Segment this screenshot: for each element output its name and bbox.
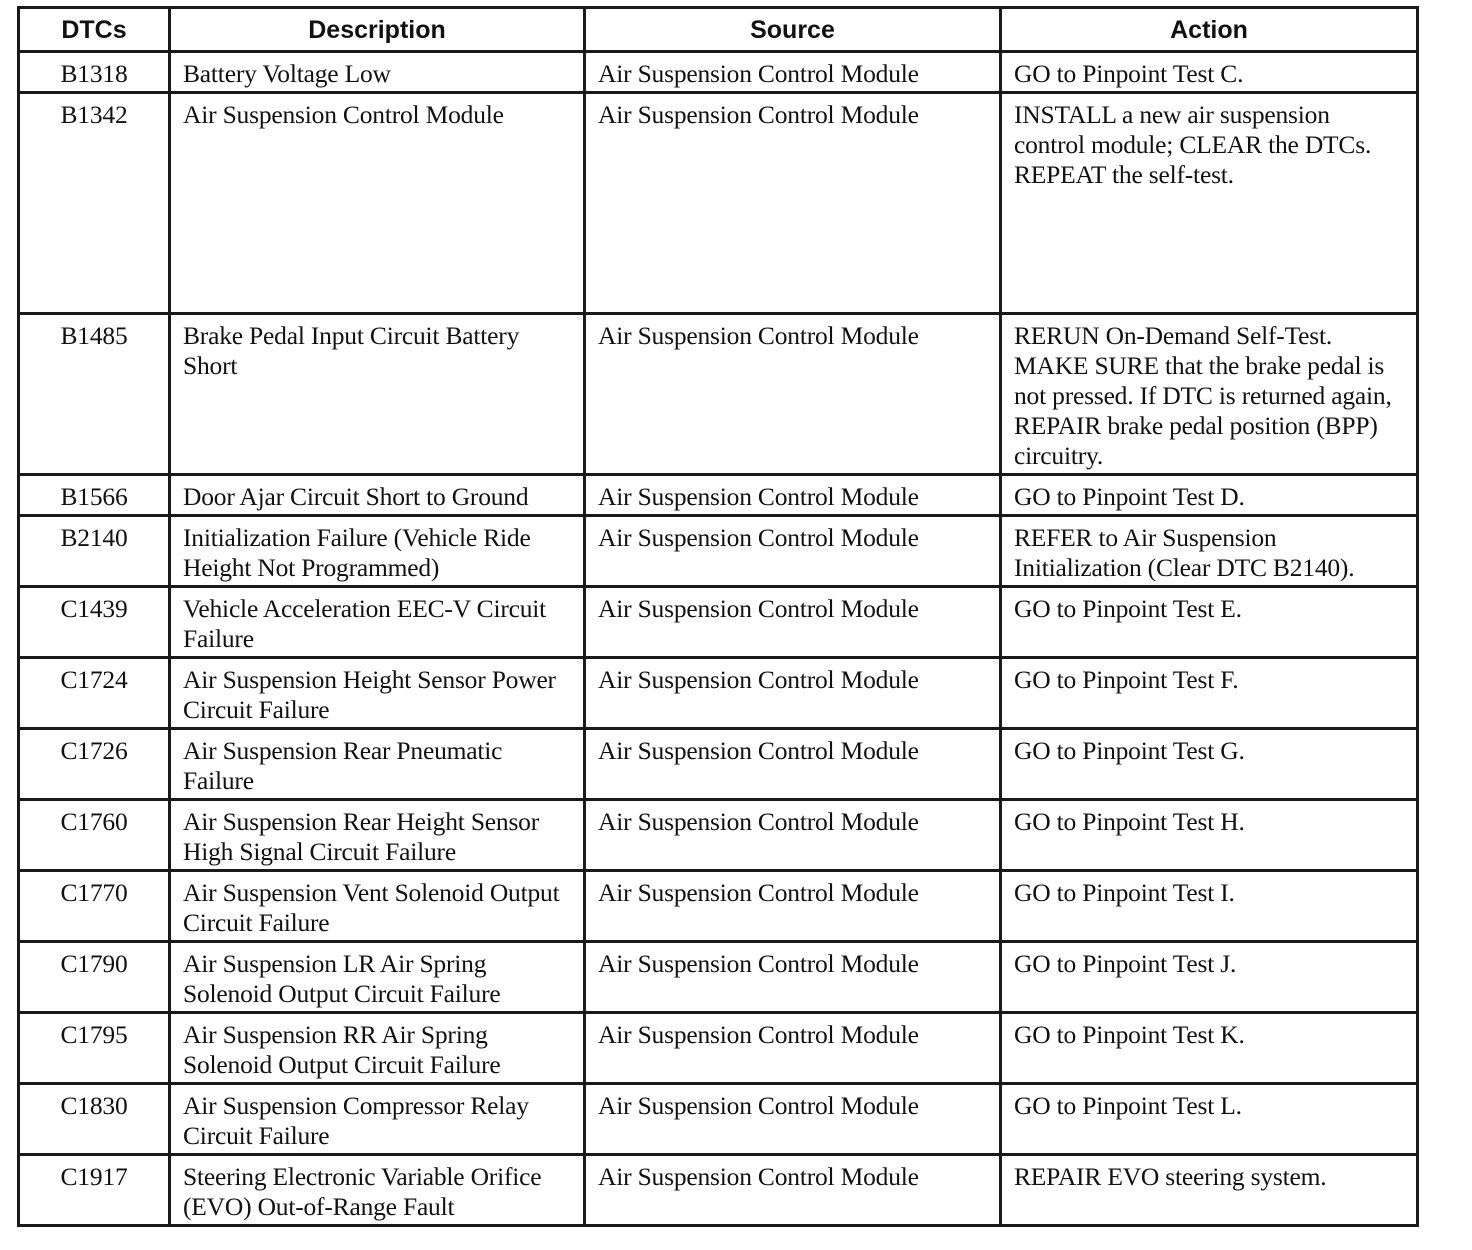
table-row: [19, 871, 1418, 942]
table-row: [19, 1084, 1418, 1155]
dtc-source: Air Suspension Control Module: [585, 729, 1001, 800]
dtc-description: Air Suspension Vent Solenoid Output Circuit Failure: [170, 871, 585, 942]
table-row: [19, 1013, 1418, 1084]
dtc-code: B1566: [19, 475, 170, 516]
dtc-source: Air Suspension Control Module: [585, 93, 1001, 314]
table-row: [19, 729, 1418, 800]
dtc-description: Brake Pedal Input Circuit Battery Short: [170, 314, 585, 475]
dtc-description: Steering Electronic Variable Orifice (EVO) Out-of-Range Fault: [170, 1155, 585, 1226]
dtc-source: Air Suspension Control Module: [585, 587, 1001, 658]
dtc-source: Air Suspension Control Module: [585, 1155, 1001, 1226]
table-row: [19, 314, 1418, 475]
dtc-code: B1342: [19, 93, 170, 314]
dtc-table: [17, 6, 1419, 1227]
dtc-code: C1770: [19, 871, 170, 942]
dtc-action: RERUN On-Demand Self-Test. MAKE SURE that the brake pedal is not pressed. If DTC is returned again, REPAIR brake pedal position (BPP) circuitry.: [1001, 314, 1418, 475]
dtc-source: Air Suspension Control Module: [585, 942, 1001, 1013]
dtc-action: REFER to Air Suspension Initialization (Clear DTC B2140).: [1001, 516, 1418, 587]
dtc-code: C1439: [19, 587, 170, 658]
table-row: [19, 516, 1418, 587]
dtc-code: C1790: [19, 942, 170, 1013]
header-dtcs: DTCs: [19, 8, 170, 52]
dtc-action: GO to Pinpoint Test F.: [1001, 658, 1418, 729]
dtc-action: GO to Pinpoint Test C.: [1001, 52, 1418, 93]
dtc-code: B1318: [19, 52, 170, 93]
dtc-code: C1760: [19, 800, 170, 871]
dtc-code: B2140: [19, 516, 170, 587]
dtc-description: Air Suspension Control Module: [170, 93, 585, 314]
dtc-source: Air Suspension Control Module: [585, 658, 1001, 729]
dtc-description: Initialization Failure (Vehicle Ride Height Not Programmed): [170, 516, 585, 587]
dtc-code: C1830: [19, 1084, 170, 1155]
dtc-source: Air Suspension Control Module: [585, 314, 1001, 475]
table-row: [19, 800, 1418, 871]
dtc-action: GO to Pinpoint Test J.: [1001, 942, 1418, 1013]
dtc-code: C1724: [19, 658, 170, 729]
dtc-source: Air Suspension Control Module: [585, 1013, 1001, 1084]
dtc-action: GO to Pinpoint Test K.: [1001, 1013, 1418, 1084]
dtc-source: Air Suspension Control Module: [585, 800, 1001, 871]
table-row: [19, 93, 1418, 314]
dtc-action: INSTALL a new air suspension control module; CLEAR the DTCs. REPEAT the self-test.: [1001, 93, 1418, 314]
dtc-description: Battery Voltage Low: [170, 52, 585, 93]
header-row: [19, 8, 1418, 52]
dtc-description: Vehicle Acceleration EEC-V Circuit Failure: [170, 587, 585, 658]
dtc-source: Air Suspension Control Module: [585, 475, 1001, 516]
header-action: Action: [1001, 8, 1418, 52]
dtc-source: Air Suspension Control Module: [585, 516, 1001, 587]
dtc-code: C1917: [19, 1155, 170, 1226]
table-row: [19, 52, 1418, 93]
dtc-action: GO to Pinpoint Test E.: [1001, 587, 1418, 658]
dtc-description: Air Suspension Rear Height Sensor High Signal Circuit Failure: [170, 800, 585, 871]
dtc-description: Air Suspension Rear Pneumatic Failure: [170, 729, 585, 800]
dtc-source: Air Suspension Control Module: [585, 52, 1001, 93]
dtc-action: GO to Pinpoint Test I.: [1001, 871, 1418, 942]
dtc-code: C1795: [19, 1013, 170, 1084]
table-row: [19, 587, 1418, 658]
dtc-action: REPAIR EVO steering system.: [1001, 1155, 1418, 1226]
dtc-description: Air Suspension Compressor Relay Circuit Failure: [170, 1084, 585, 1155]
dtc-description: Air Suspension RR Air Spring Solenoid Output Circuit Failure: [170, 1013, 585, 1084]
dtc-description: Air Suspension LR Air Spring Solenoid Output Circuit Failure: [170, 942, 585, 1013]
dtc-action: GO to Pinpoint Test H.: [1001, 800, 1418, 871]
dtc-action: GO to Pinpoint Test D.: [1001, 475, 1418, 516]
table-row: [19, 942, 1418, 1013]
table-row: [19, 658, 1418, 729]
dtc-description: Door Ajar Circuit Short to Ground: [170, 475, 585, 516]
dtc-action: GO to Pinpoint Test G.: [1001, 729, 1418, 800]
dtc-code: C1726: [19, 729, 170, 800]
table-row: [19, 475, 1418, 516]
dtc-source: Air Suspension Control Module: [585, 1084, 1001, 1155]
header-source: Source: [585, 8, 1001, 52]
dtc-description: Air Suspension Height Sensor Power Circuit Failure: [170, 658, 585, 729]
dtc-source: Air Suspension Control Module: [585, 871, 1001, 942]
table-row: [19, 1155, 1418, 1226]
dtc-action: GO to Pinpoint Test L.: [1001, 1084, 1418, 1155]
header-description: Description: [170, 8, 585, 52]
dtc-code: B1485: [19, 314, 170, 475]
